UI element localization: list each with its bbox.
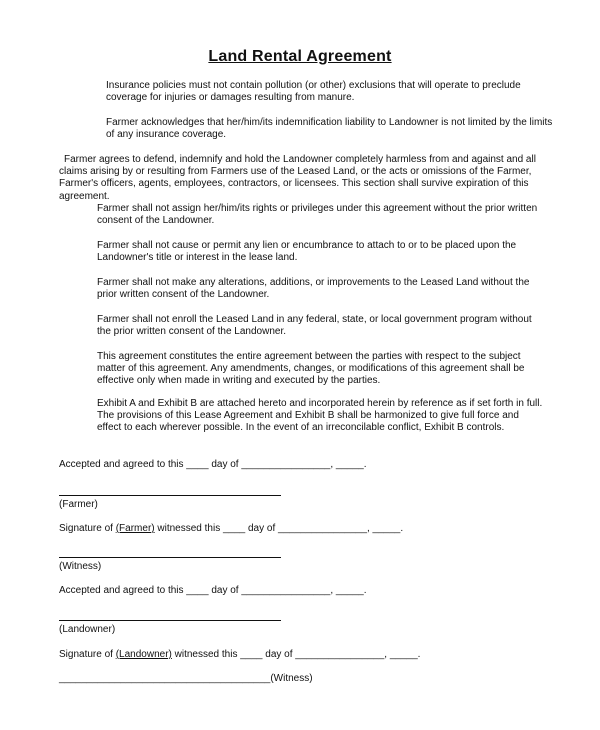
signature-prefix: Signature of xyxy=(59,523,116,534)
document-title: Land Rental Agreement xyxy=(208,48,392,65)
signature-line-farmer xyxy=(59,523,403,535)
paragraph-exhibit: Exhibit A and Exhibit B are attached hereto and incorporated herein by reference as if set forth in full. The provisions of this Lease Agreement and Exhibit B shall be harmonized to give full force and effect to each wherever possible. In the event of an irreconcilable conflict, Exhibit B controls. xyxy=(97,398,543,434)
farmer-label: (Farmer) xyxy=(59,499,98,510)
witness-label: (Witness) xyxy=(59,561,102,572)
final-blank: ______________________________________ xyxy=(59,673,271,684)
signature-party-landowner: (Landowner) xyxy=(115,649,172,660)
signature-party-farmer: (Farmer) xyxy=(115,523,155,534)
landowner-label: (Landowner) xyxy=(59,624,116,635)
signature-prefix: Signature of xyxy=(59,649,116,660)
paragraph-alterations: Farmer shall not make any alterations, additions, or improvements to the Leased Land without the prior written consent of the Landowner. xyxy=(97,277,530,301)
landowner-signature-rule xyxy=(59,620,281,621)
paragraph-government: Farmer shall not enroll the Leased Land in any federal, state, or local government program without the prior written consent of the Landowner. xyxy=(97,314,532,338)
witness-signature-rule xyxy=(59,557,281,558)
final-witness-line xyxy=(59,673,313,685)
paragraph-lien: Farmer shall not cause or permit any lien or encumbrance to attach to or to be placed upon the Landowner's title or interest in the lease land. xyxy=(97,240,517,264)
paragraph-entire: This agreement constitutes the entire agreement between the parties with respect to the subject matter of this agreement. Any amendments, changes, or modifications of this agreement shall be effective only when made in writing and executed by the parties. xyxy=(97,351,525,387)
signature-suffix: witnessed this ____ day of ________________, _____. xyxy=(171,649,421,660)
accepted-line-farmer: Accepted and agreed to this ____ day of ________________, _____. xyxy=(59,459,367,470)
paragraph-assign: Farmer shall not assign her/him/its rights or privileges under this agreement without the prior written consent of the Landowner. xyxy=(97,203,538,227)
final-witness-label: (Witness) xyxy=(270,673,313,684)
paragraph-insurance: Insurance policies must not contain pollution (or other) exclusions that will operate to preclude coverage for injuries or damages resulting from manure. xyxy=(106,80,521,104)
paragraph-indemnify: Farmer agrees to defend, indemnify and hold the Landowner completely harmless from and against and all claims arising by or resulting from Farmers use of the Leased Land, or the acts or omissions of the Farmer, Farmer's officers, agents, employees, contractors, or licensees. This section shall survive expiration of this agreement. xyxy=(59,154,536,202)
signature-suffix: witnessed this ____ day of ________________, _____. xyxy=(154,523,404,534)
farmer-signature-rule xyxy=(59,495,281,496)
signature-line-landowner xyxy=(59,649,420,661)
paragraph-acknowledge: Farmer acknowledges that her/him/its indemnification liability to Landowner is not limited by the limits of any insurance coverage. xyxy=(106,117,553,141)
accepted-line-landowner: Accepted and agreed to this ____ day of ________________, _____. xyxy=(59,585,367,596)
